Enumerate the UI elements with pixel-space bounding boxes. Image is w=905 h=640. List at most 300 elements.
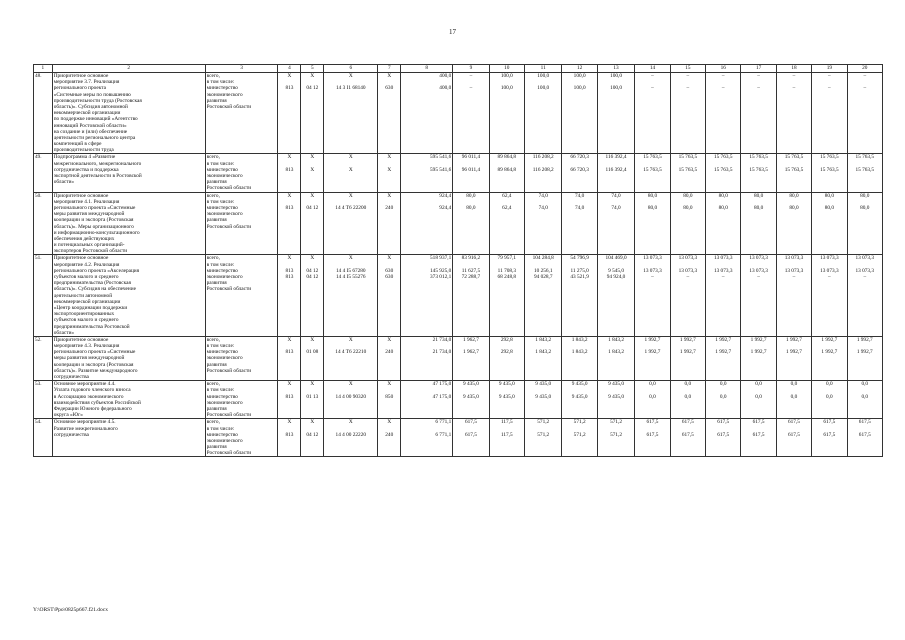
activity-name	[52, 192, 205, 255]
amount-cell-line	[849, 450, 881, 456]
column-header: 19	[812, 65, 847, 73]
amount-cell-line: 571,2	[610, 419, 623, 426]
amount-cell-line: 100,0	[573, 85, 586, 92]
amount-cell	[706, 192, 741, 255]
code-vr-line: 240	[385, 204, 394, 211]
code-csr-line	[325, 224, 376, 230]
code-rzpr-line: X	[310, 419, 315, 426]
amount-cell-line	[778, 224, 810, 230]
amount-cell-line: 94 028,7	[533, 274, 553, 280]
amount-cell	[525, 154, 562, 192]
code-csr-line	[325, 286, 376, 292]
amount-cell-line	[849, 104, 881, 110]
amount-cell-line: –	[828, 85, 831, 92]
amount-cell-line: 617,5	[646, 419, 659, 426]
amount-cell-line: 617,5	[823, 419, 836, 426]
amount-cell-line	[454, 412, 487, 418]
amount-cell-line: 13 073,3	[713, 255, 733, 262]
amount-cell-line: 66 720,3	[570, 166, 589, 173]
code-grbs	[278, 154, 301, 192]
executor-line: экономического	[206, 211, 243, 218]
amount-cell-line	[526, 368, 560, 374]
code-vr-line	[379, 185, 399, 191]
activity-name-line: инноваций Ростовской области»	[53, 122, 127, 129]
amount-cell-line: 145 925,0	[430, 267, 452, 274]
code-csr	[324, 73, 378, 154]
amount-cell-line	[402, 104, 451, 110]
amount-cell	[812, 154, 847, 192]
code-grbs-line: 813	[285, 204, 294, 211]
code-vr	[378, 154, 401, 192]
activity-name-line: субъектов малого и среднего	[53, 317, 119, 324]
table-body	[34, 73, 883, 457]
amount-cell	[401, 255, 453, 336]
file-path-footer: Y:\ORST\Ppo\0825p667.f21.docx	[33, 607, 108, 613]
executor-line: в том числе:	[206, 198, 235, 205]
amount-cell	[670, 381, 705, 419]
executor-line: развития	[206, 217, 227, 224]
amount-cell	[597, 154, 634, 192]
amount-cell-line: 13 073,3	[713, 267, 733, 274]
activity-name-line: области»	[53, 329, 75, 336]
amount-cell-line	[742, 450, 774, 456]
amount-cell	[525, 73, 562, 154]
activity-name-line: Приоритетное основное	[53, 255, 109, 262]
code-csr-line: X	[348, 192, 353, 199]
activity-name	[52, 73, 205, 154]
code-rzpr-line: X	[310, 192, 315, 199]
amount-cell	[847, 73, 882, 154]
amount-cell-line	[454, 185, 487, 191]
amount-cell	[453, 192, 489, 255]
amount-cell-line: 1 992,7	[679, 349, 696, 356]
activity-name-line: субъектов малого и среднего	[53, 274, 119, 280]
amount-cell	[525, 255, 562, 336]
activity-name-line: Подпрограмма 4 «Развитие	[53, 154, 116, 161]
amount-cell-line	[707, 286, 739, 292]
amount-cell	[635, 419, 670, 457]
executor-line: министерство	[206, 204, 238, 211]
amount-cell-line: 9 545,0	[608, 267, 624, 274]
amount-cell-line	[707, 412, 739, 418]
amount-cell-line: 1 843,2	[571, 336, 588, 343]
amount-cell-line: 13 073,3	[678, 255, 698, 262]
activity-name	[52, 419, 205, 457]
code-rzpr-line: X	[310, 381, 315, 388]
executor	[205, 73, 278, 154]
amount-cell-line: 1 992,7	[715, 349, 732, 356]
amount-cell-line: 13 073,3	[784, 267, 804, 274]
activity-name-line: Развитие межрегионального	[53, 425, 118, 432]
amount-cell-line: 68 248,8	[497, 274, 517, 280]
code-grbs-line	[279, 450, 299, 456]
executor-line: экономического	[206, 274, 243, 280]
amount-cell-line: 13 073,3	[820, 267, 839, 274]
activity-name-line: округа «Юг»	[53, 412, 83, 419]
amount-cell-line: –	[651, 73, 654, 79]
amount-cell-line: 47 175,0	[432, 393, 452, 400]
code-rzpr-line	[302, 185, 322, 191]
amount-cell-line	[742, 104, 774, 110]
amount-cell-line: 9 435,0	[608, 381, 624, 388]
amount-cell-line	[402, 368, 451, 374]
executor-line: развития	[206, 405, 227, 412]
code-rzpr-line: 01 08	[306, 349, 319, 356]
code-grbs-line	[279, 286, 299, 292]
activity-name-line: регионального проекта «Системные	[53, 349, 136, 356]
amount-cell-line: 15 763,5	[678, 154, 698, 161]
amount-cell-line: 9 435,0	[498, 393, 515, 400]
amount-cell-line	[707, 368, 739, 374]
row-number-line: 50.	[35, 192, 42, 199]
amount-cell	[453, 154, 489, 192]
amount-cell-line: 292,8	[500, 349, 513, 356]
activity-name-line: мероприятие 3.7. Реализация	[53, 79, 120, 86]
amount-cell-line: 117,5	[500, 419, 513, 426]
amount-cell-line: 13 073,3	[643, 267, 662, 274]
amount-cell-line: 80,0	[789, 204, 799, 211]
amount-cell-line: 74,0	[575, 192, 585, 199]
amount-cell	[812, 192, 847, 255]
amount-cell-line: 1 992,7	[856, 349, 873, 356]
amount-cell-line: –	[651, 274, 654, 280]
amount-cell	[741, 419, 776, 457]
code-rzpr-line: X	[310, 166, 315, 173]
amount-cell	[562, 192, 597, 255]
amount-cell	[812, 73, 847, 154]
amount-cell-line: 1 992,7	[644, 336, 661, 343]
activity-name	[52, 154, 205, 192]
amount-cell-line: 617,5	[646, 431, 659, 438]
amount-cell-line: 89 864,8	[497, 154, 517, 161]
executor-line: в том числе:	[206, 343, 235, 350]
amount-cell	[635, 381, 670, 419]
amount-cell	[847, 154, 882, 192]
table-row	[34, 154, 883, 192]
column-header: 4	[278, 65, 301, 73]
code-vr-line	[379, 412, 399, 418]
amount-cell-line: 1 843,2	[571, 349, 588, 356]
amount-cell	[489, 73, 524, 154]
amount-cell-line: 0,0	[719, 393, 727, 400]
activity-name-line: Приоритетное основное	[53, 192, 109, 199]
amount-cell	[489, 192, 524, 255]
code-rzpr-line: X	[310, 73, 315, 79]
amount-cell-line: 74,0	[538, 192, 548, 199]
amount-cell	[670, 419, 705, 457]
amount-cell	[635, 192, 670, 255]
amount-cell-line: –	[686, 73, 690, 79]
column-header: 9	[453, 65, 489, 73]
amount-cell-line	[491, 286, 523, 292]
executor-line: министерство	[206, 166, 238, 173]
amount-cell	[741, 381, 776, 419]
code-vr-line: X	[387, 336, 392, 343]
executor	[205, 255, 278, 336]
amount-cell-line	[402, 185, 451, 191]
amount-cell-line: –	[792, 274, 796, 280]
amount-cell-line: 1 962,7	[462, 336, 479, 343]
code-grbs-line: X	[287, 255, 292, 262]
column-header: 6	[324, 65, 378, 73]
code-grbs	[278, 73, 301, 154]
amount-cell-line: 1 992,7	[644, 349, 661, 356]
amount-cell-line: –	[828, 274, 831, 280]
code-csr-line	[325, 412, 376, 418]
code-vr	[378, 255, 401, 336]
amount-cell	[776, 381, 811, 419]
code-rzpr	[301, 381, 324, 419]
amount-cell-line	[778, 368, 810, 374]
amount-cell	[401, 154, 453, 192]
amount-cell	[401, 381, 453, 419]
amount-cell-line: 617,5	[464, 419, 477, 426]
row-number	[34, 336, 53, 380]
code-rzpr-line	[302, 224, 322, 230]
amount-cell-line	[402, 412, 451, 418]
amount-cell-line: 1 992,7	[786, 349, 802, 356]
activity-name-line: взаимодействия субъектов Российской	[53, 399, 141, 406]
executor-line: всего,	[206, 192, 220, 199]
activity-name-line: мероприятие 4.2. Реализация	[53, 261, 120, 268]
amount-cell-line: 13 073,3	[643, 255, 662, 262]
code-rzpr-line: 04 12	[306, 274, 319, 280]
code-vr-line: X	[387, 166, 392, 173]
amount-cell-line: –	[757, 274, 760, 280]
code-grbs-line	[279, 224, 299, 230]
amount-cell	[812, 336, 847, 380]
code-csr-line: 14 4 00 90320	[335, 393, 367, 400]
amount-cell-line	[742, 368, 774, 374]
amount-cell-line	[563, 286, 595, 292]
amount-cell-line	[402, 450, 451, 456]
amount-cell-line: 0,0	[790, 381, 798, 388]
amount-cell-line: –	[469, 73, 473, 79]
executor-line: в том числе:	[206, 261, 235, 268]
amount-cell	[597, 381, 634, 419]
amount-cell-line: 74,0	[538, 204, 548, 211]
executor-line: развития	[206, 280, 227, 287]
amount-cell-line	[454, 286, 487, 292]
column-header: 2	[52, 65, 205, 73]
column-header: 18	[776, 65, 811, 73]
amount-cell	[489, 154, 524, 192]
executor-line: развития	[206, 444, 227, 451]
amount-cell-line	[599, 412, 633, 418]
amount-cell	[401, 419, 453, 457]
code-rzpr	[301, 192, 324, 255]
amount-cell-line: 116 208,2	[532, 154, 554, 161]
amount-cell-line	[672, 450, 704, 456]
code-vr-line	[379, 224, 399, 230]
executor-line: всего,	[206, 336, 220, 343]
code-rzpr	[301, 336, 324, 380]
activity-name-line: и потенциальных организаций-	[53, 242, 125, 249]
amount-cell-line: 80,0	[718, 192, 728, 199]
activity-name	[52, 381, 205, 419]
code-csr-line: X	[348, 154, 353, 161]
activity-name-line: меры развития международной	[53, 355, 125, 362]
amount-cell	[525, 336, 562, 380]
activity-name-line: Приоритетное основное	[53, 73, 109, 79]
amount-cell-line: 80,0	[466, 192, 476, 199]
amount-cell	[597, 73, 634, 154]
amount-cell-line	[636, 185, 668, 191]
amount-cell-line: 43 521,9	[570, 274, 589, 280]
amount-cell-line: 74,0	[575, 204, 585, 211]
amount-cell-line	[599, 450, 633, 456]
code-csr	[324, 154, 378, 192]
code-grbs-line	[279, 368, 299, 374]
amount-cell-line: 80,0	[860, 204, 870, 211]
amount-cell-line	[636, 368, 668, 374]
code-csr	[324, 336, 378, 380]
executor-line: всего,	[206, 154, 220, 161]
row-number	[34, 154, 53, 192]
amount-cell-line: 80,0	[753, 192, 764, 199]
amount-cell-line: 617,5	[788, 419, 800, 426]
executor-line: министерство	[206, 349, 238, 356]
activity-name-line: некоммерческой организации	[53, 110, 121, 117]
amount-cell-line	[454, 224, 487, 230]
amount-cell-line	[813, 224, 845, 230]
executor-line: министерство	[206, 267, 238, 274]
amount-cell-line: 21 734,0	[432, 349, 452, 356]
amount-cell	[776, 419, 811, 457]
code-rzpr-line: 01 13	[306, 393, 319, 400]
code-vr-line	[379, 450, 399, 456]
amount-cell-line: 0,0	[684, 393, 692, 400]
code-vr-line: 850	[385, 393, 394, 400]
code-grbs-line: 813	[285, 349, 294, 356]
row-number	[34, 73, 53, 154]
table-row	[34, 192, 883, 255]
amount-cell-line: 15 763,5	[784, 154, 804, 161]
code-rzpr	[301, 154, 324, 192]
amount-cell-line: 1 843,2	[608, 336, 624, 343]
amount-cell-line	[849, 368, 881, 374]
amount-cell-line	[707, 224, 739, 230]
amount-cell-line	[526, 185, 560, 191]
code-grbs-line: X	[287, 336, 292, 343]
row-number-line: 48.	[35, 73, 42, 79]
code-rzpr-line	[302, 450, 322, 456]
amount-cell-line	[636, 104, 668, 110]
amount-cell-line: 400,0	[439, 85, 452, 92]
code-csr-line: 14 3 I1 68140	[335, 85, 366, 92]
amount-cell	[562, 73, 597, 154]
amount-cell	[812, 255, 847, 336]
column-header: 7	[378, 65, 401, 73]
code-rzpr-line: X	[310, 336, 315, 343]
amount-cell	[812, 381, 847, 419]
amount-cell-line: 617,5	[858, 431, 871, 438]
activity-name-line: сотрудничества и поддержка	[53, 166, 119, 173]
amount-cell-line	[636, 450, 668, 456]
code-csr-line	[325, 368, 376, 374]
amount-cell-line: 116 392,4	[605, 154, 627, 161]
amount-cell-line: 373 012,1	[430, 274, 452, 280]
amount-cell-line: 518 937,1	[430, 255, 452, 262]
amount-cell	[776, 192, 811, 255]
amount-cell	[741, 336, 776, 380]
executor-line: всего,	[206, 381, 220, 388]
amount-cell	[741, 73, 776, 154]
amount-cell-line: 15 763,5	[749, 166, 768, 173]
column-header: 14	[635, 65, 670, 73]
column-header: 15	[670, 65, 705, 73]
activity-name-line: экспортной деятельности в Ростовской	[53, 173, 142, 179]
amount-cell	[635, 336, 670, 380]
amount-cell-line: 100,0	[610, 85, 623, 92]
amount-cell-line: 15 763,5	[643, 154, 662, 161]
amount-cell-line: –	[686, 274, 690, 280]
activity-name-line: область)». Развитие международного	[53, 367, 138, 374]
amount-cell-line: 15 763,5	[855, 166, 875, 173]
amount-cell-line: 116 208,2	[532, 166, 554, 173]
code-vr-line: 240	[385, 431, 394, 438]
amount-cell-line: 617,5	[717, 431, 730, 438]
executor-line: в том числе:	[206, 425, 235, 432]
code-grbs-line: 813	[285, 85, 294, 92]
activity-name-line: экспортоориентированных	[53, 311, 115, 318]
code-csr	[324, 419, 378, 457]
code-grbs-line: X	[287, 192, 292, 199]
amount-cell	[489, 336, 524, 380]
amount-cell	[453, 419, 489, 457]
activity-name-line: компетенций в сфере	[53, 141, 102, 148]
amount-cell	[597, 336, 634, 380]
code-grbs-line: 813	[285, 267, 294, 274]
amount-cell	[847, 192, 882, 255]
amount-cell-line: 80,0	[466, 204, 476, 211]
code-vr	[378, 73, 401, 154]
amount-cell-line: 100,0	[500, 73, 513, 79]
amount-cell	[847, 419, 882, 457]
activity-name-line: область)». Меры организационного	[53, 223, 134, 230]
amount-cell-line: 1 992,7	[786, 336, 802, 343]
amount-cell-line: –	[721, 73, 725, 79]
amount-cell-line	[742, 286, 774, 292]
amount-cell-line: 15 763,5	[820, 154, 839, 161]
activity-name-line: обеспечения действующих	[53, 235, 115, 242]
amount-cell-line: 62,4	[502, 204, 512, 211]
amount-cell-line: 80,0	[753, 204, 764, 211]
code-rzpr	[301, 419, 324, 457]
activity-name-line: область)». Субсидия автономной	[53, 103, 128, 110]
column-header: 8	[401, 65, 453, 73]
table-row	[34, 381, 883, 419]
amount-cell-line: 0,0	[790, 393, 798, 400]
amount-cell	[776, 73, 811, 154]
amount-cell-line	[742, 185, 774, 191]
amount-cell-line: 10 256,1	[533, 267, 553, 274]
amount-cell-line	[813, 368, 845, 374]
amount-cell-line: 0,0	[649, 393, 656, 400]
activity-name-line: предпринимательства (Ростовская	[53, 280, 131, 287]
amount-cell	[706, 419, 741, 457]
row-number-line: 51.	[35, 255, 42, 262]
code-vr-line: X	[387, 381, 392, 388]
executor-line: Ростовской области	[206, 185, 252, 192]
amount-cell-line: 9 435,0	[571, 393, 588, 400]
amount-cell-line	[813, 412, 845, 418]
code-rzpr-line: 04 12	[306, 431, 319, 438]
amount-cell-line: 571,2	[537, 419, 550, 426]
executor-line: Ростовской области	[206, 223, 252, 230]
code-grbs-line	[279, 185, 299, 191]
column-header: 13	[597, 65, 634, 73]
